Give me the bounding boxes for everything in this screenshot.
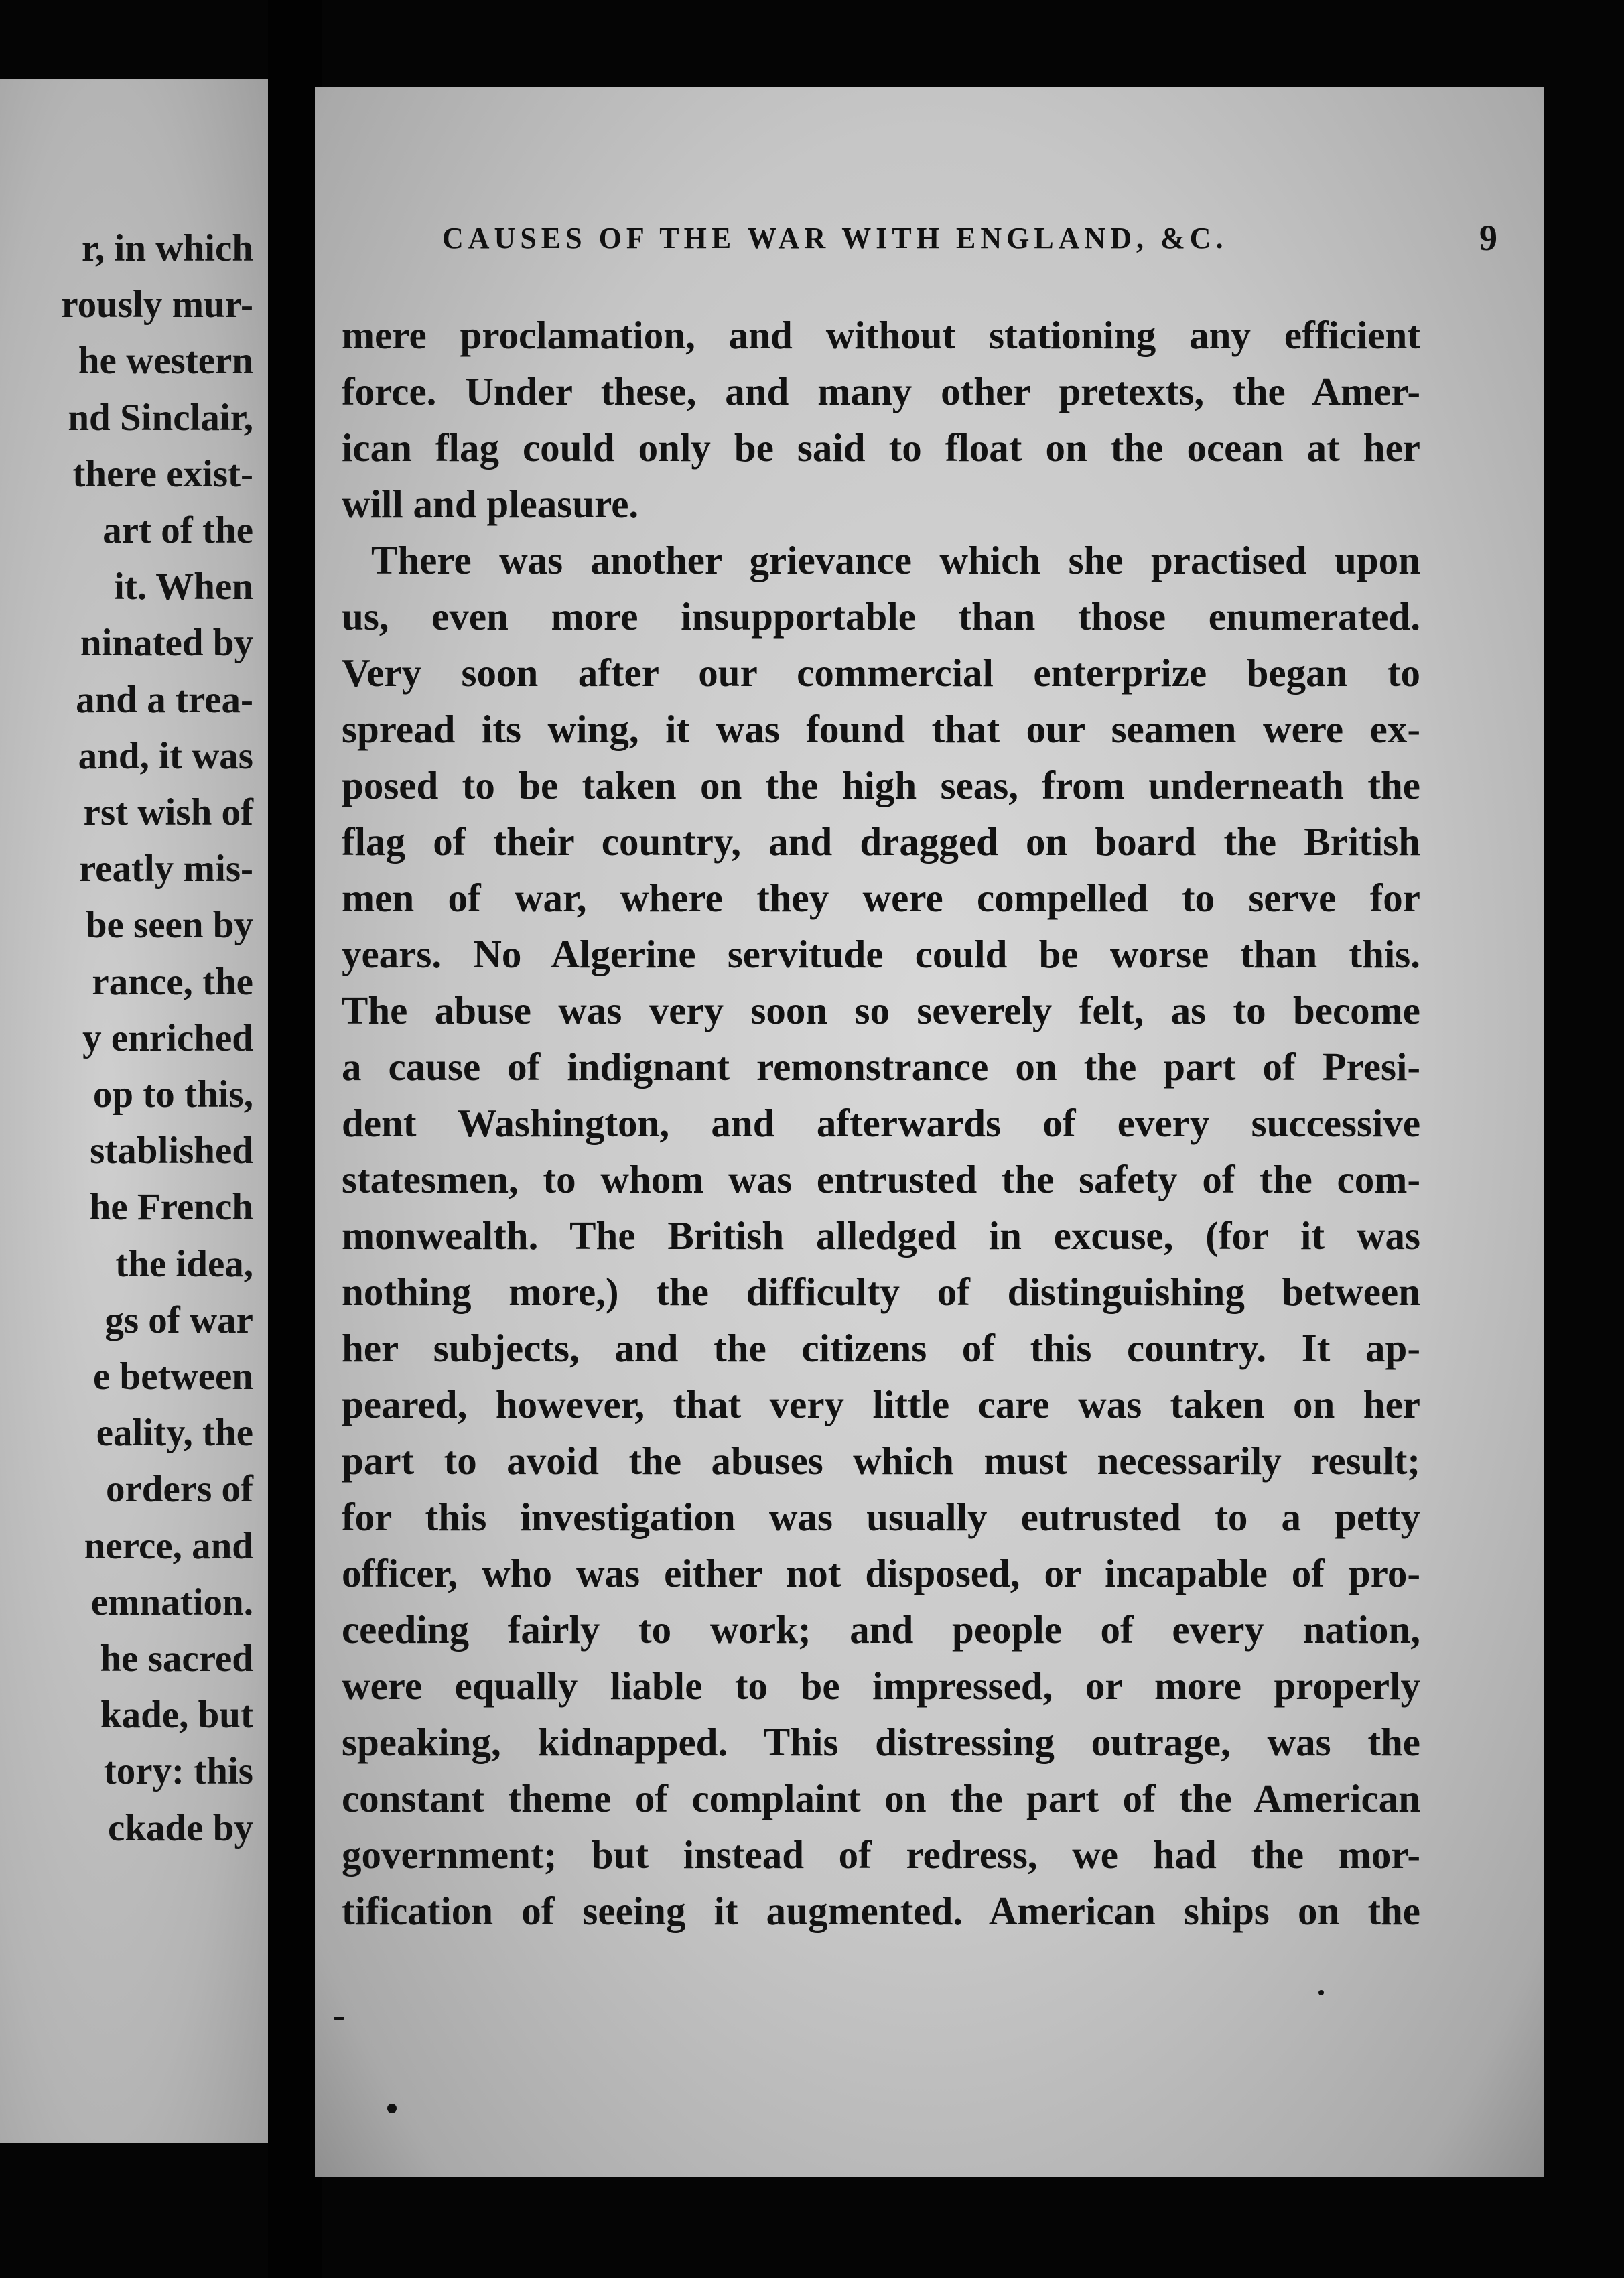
body-line: will and pleasure. bbox=[342, 482, 639, 526]
body-line: government; but instead of redress, we had the mor- bbox=[342, 1832, 1420, 1877]
left-page-line: kade, but bbox=[100, 1694, 253, 1737]
ink-speck bbox=[1318, 1990, 1324, 1995]
left-page-line: he western bbox=[78, 340, 253, 383]
left-page bbox=[0, 79, 268, 2143]
body-line: statesmen, to whom was entrusted the safety of the com- bbox=[342, 1157, 1420, 1201]
page-header bbox=[442, 218, 1511, 268]
left-page-line: rst wish of bbox=[83, 791, 253, 833]
left-page-line: he French bbox=[89, 1186, 253, 1229]
body-text bbox=[342, 307, 1420, 1939]
body-line: The abuse was very soon so severely felt, as to become bbox=[342, 988, 1420, 1032]
left-page-line: op to this, bbox=[92, 1073, 253, 1116]
body-line: spread its wing, it was found that our seamen were ex- bbox=[342, 707, 1420, 751]
left-page-line: the idea, bbox=[115, 1242, 253, 1285]
left-page-line: orders of bbox=[105, 1468, 253, 1511]
left-page-line: eality, the bbox=[96, 1412, 253, 1455]
body-line: Very soon after our commercial enterprize began to bbox=[342, 651, 1420, 695]
body-line: speaking, kidnapped. This distressing outrage, was the bbox=[342, 1720, 1420, 1764]
book-gutter bbox=[268, 0, 322, 2278]
left-page-line: rously mur- bbox=[61, 283, 253, 326]
body-line: men of war, where they were compelled to serve for bbox=[342, 876, 1420, 920]
left-page-line: rance, the bbox=[92, 960, 253, 1003]
body-line: were equally liable to be impressed, or more properly bbox=[342, 1664, 1420, 1708]
left-page-line: there exist- bbox=[72, 452, 253, 495]
left-page-line: ninated by bbox=[80, 622, 253, 665]
body-line: monwealth. The British alledged in excuse, (for it was bbox=[342, 1213, 1420, 1258]
body-line: mere proclamation, and without stationing any efficient bbox=[342, 313, 1420, 357]
body-line: peared, however, that very little care was taken on her bbox=[342, 1382, 1420, 1426]
body-line: tification of seeing it augmented. American ships on the bbox=[342, 1889, 1420, 1933]
body-line: dent Washington, and afterwards of every successive bbox=[342, 1101, 1420, 1145]
page-number: 9 bbox=[1479, 218, 1497, 258]
left-page-line: and a trea- bbox=[76, 678, 253, 721]
body-line: a cause of indignant remonstrance on the part of Presi- bbox=[342, 1045, 1420, 1089]
body-line: force. Under these, and many other pretexts, the Amer- bbox=[342, 369, 1420, 413]
body-line: flag of their country, and dragged on board the British bbox=[342, 819, 1420, 864]
left-page-line: nd Sinclair, bbox=[68, 396, 253, 439]
left-page-line: emnation. bbox=[90, 1581, 253, 1623]
body-line: constant theme of complaint on the part of the American bbox=[342, 1776, 1420, 1820]
body-line: years. No Algerine servitude could be worse than this. bbox=[342, 932, 1420, 976]
ink-speck bbox=[334, 2017, 344, 2020]
body-line: her subjects, and the citizens of this country. It ap- bbox=[342, 1326, 1420, 1370]
left-page-line: be seen by bbox=[85, 904, 253, 947]
ink-speck bbox=[387, 2104, 397, 2113]
left-page-line: art of the bbox=[103, 509, 253, 551]
left-page-line: gs of war bbox=[105, 1298, 253, 1341]
body-line: ican flag could only be said to float on the ocean at her bbox=[342, 425, 1420, 470]
right-page bbox=[315, 87, 1544, 2178]
left-page-line: ckade by bbox=[108, 1806, 253, 1849]
body-line: ceeding fairly to work; and people of every nation, bbox=[342, 1607, 1420, 1652]
left-page-line: e between bbox=[93, 1355, 253, 1398]
left-page-line: nerce, and bbox=[84, 1524, 253, 1567]
body-line: part to avoid the abuses which must necessarily result; bbox=[342, 1438, 1420, 1483]
body-line: us, even more insupportable than those enumerated. bbox=[342, 594, 1420, 639]
left-page-line: y enriched bbox=[82, 1016, 253, 1059]
left-page-line: tory: this bbox=[103, 1750, 253, 1793]
left-page-line: r, in which bbox=[81, 227, 253, 269]
body-line: There was another grievance which she practised upon bbox=[371, 538, 1420, 582]
left-page-line: reatly mis- bbox=[78, 848, 253, 890]
body-line: nothing more,) the difficulty of distinguishing between bbox=[342, 1270, 1420, 1314]
body-line: posed to be taken on the high seas, from underneath the bbox=[342, 763, 1420, 807]
left-page-line: it. When bbox=[114, 565, 253, 608]
running-head: CAUSES OF THE WAR WITH ENGLAND, &C. bbox=[442, 222, 1228, 255]
body-line: officer, who was either not disposed, or incapable of pro- bbox=[342, 1551, 1420, 1595]
left-page-line: stablished bbox=[90, 1130, 253, 1172]
body-line: for this investigation was usually eutrusted to a petty bbox=[342, 1495, 1420, 1539]
left-page-line: and, it was bbox=[78, 734, 253, 777]
left-page-line: he sacred bbox=[100, 1637, 253, 1680]
